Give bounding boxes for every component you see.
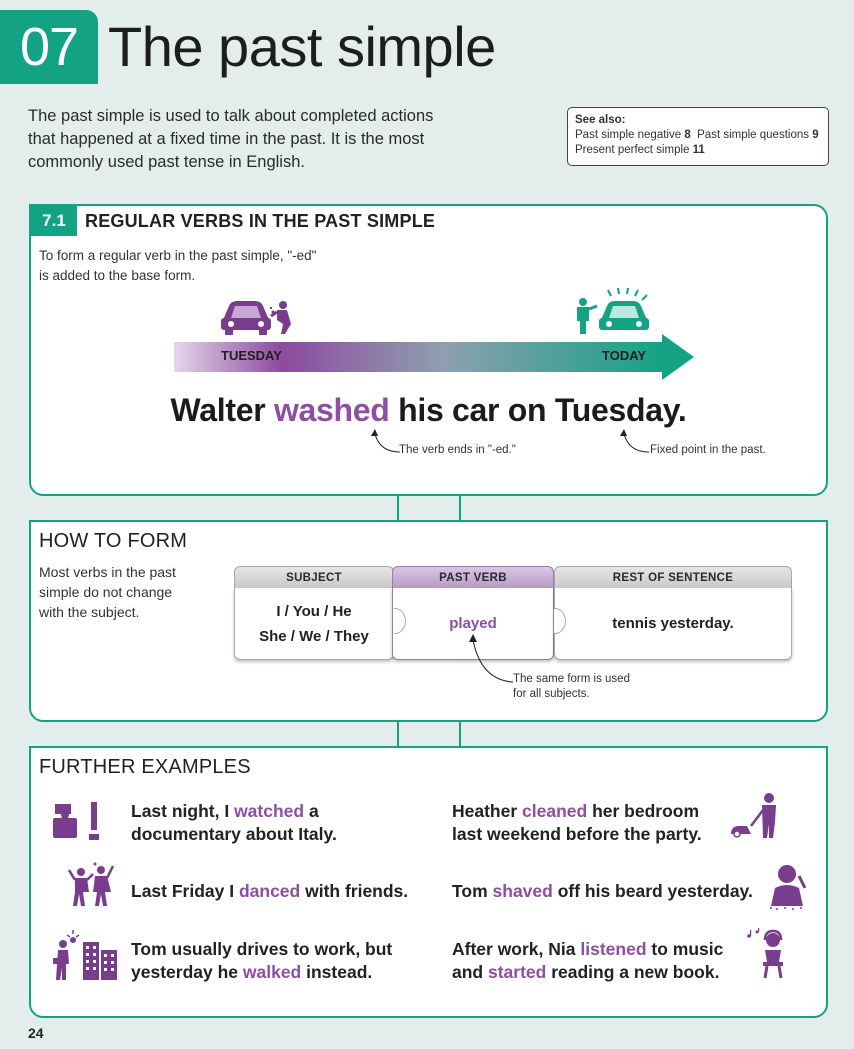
tv-watching-icon (51, 798, 103, 842)
sentence-part: Walter (170, 392, 274, 428)
timeline-arrowhead (662, 334, 694, 380)
dancing-icon (67, 862, 119, 910)
section-heading: HOW TO FORM (39, 530, 188, 552)
subject-cell (234, 588, 394, 660)
column-header-rest: REST OF SENTENCE (554, 566, 792, 588)
annotation-verb-ending: The verb ends in "-ed." (399, 444, 516, 456)
example-cleaned (452, 800, 702, 846)
see-also-box (567, 107, 829, 166)
section-how-to-form (29, 520, 828, 722)
column-header-subject: SUBJECT (234, 566, 394, 588)
subject-line: She / We / They (259, 627, 369, 645)
example-verb: watched (234, 801, 305, 821)
chapter-number: 07 (0, 10, 98, 84)
example-text: and (452, 962, 488, 982)
example-verb: shaved (492, 881, 553, 901)
section-further-examples (29, 746, 828, 1018)
listening-music-icon (743, 928, 791, 980)
annotation-arrow-time (615, 428, 655, 458)
verb-cell: played (392, 588, 554, 660)
section-regular-verbs (29, 204, 828, 496)
rest-cell: tennis yesterday. (554, 588, 792, 660)
vacuum-cleaning-icon (729, 792, 789, 842)
panel-connector (29, 722, 828, 746)
annotation-same-form: The same form is used for all subjects. (513, 673, 630, 700)
section-heading: FURTHER EXAMPLES (39, 756, 251, 778)
intro-text: The past simple is used to talk about completed actions that happened at a fixed time in the past. It is the most commonly used past tense in English. (28, 107, 434, 171)
see-also-title: See also: (575, 114, 626, 126)
example-text: a (304, 801, 319, 821)
section-description: To form a regular verb in the past simple, "-ed" is added to the base form. (39, 248, 317, 283)
example-verb: cleaned (522, 801, 588, 821)
timeline-arrow (174, 334, 694, 380)
see-also-item[interactable]: Past simple questions (697, 129, 809, 141)
see-also-number: 9 (812, 129, 819, 141)
see-also-number: 11 (692, 144, 705, 156)
sentence-part: his car on Tuesday. (389, 392, 687, 428)
puzzle-piece-rest (554, 566, 792, 660)
sentence-verb: washed (273, 392, 390, 428)
example-text: instead. (301, 962, 373, 982)
example-verb: listened (580, 939, 647, 959)
example-text: documentary about Italy. (131, 824, 337, 844)
timeline-label-today: TODAY (602, 348, 647, 363)
example-text: with friends. (300, 881, 409, 901)
timeline-label-tuesday: TUESDAY (221, 348, 282, 363)
subject-line: I / You / He (276, 602, 352, 620)
example-text: Tom (452, 881, 493, 901)
example-text: yesterday he (131, 962, 243, 982)
car-washing-icon (219, 294, 299, 336)
section-header (31, 206, 435, 236)
example-text: to music (646, 939, 724, 959)
example-text: Tom usually drives to work, but (131, 939, 393, 959)
example-text: Heather (452, 801, 523, 821)
example-text: Last night, I (131, 801, 235, 821)
example-watched (131, 800, 337, 846)
section-title: REGULAR VERBS IN THE PAST SIMPLE (85, 210, 436, 231)
example-walked (131, 938, 392, 984)
example-text: reading a new book. (546, 962, 720, 982)
see-also-number: 8 (684, 129, 691, 141)
clean-car-icon (571, 288, 655, 336)
see-also-item[interactable]: Present perfect simple (575, 144, 690, 156)
example-verb: walked (242, 962, 302, 982)
walking-to-work-icon (49, 928, 121, 982)
page-number: 24 (28, 1025, 44, 1041)
see-also-item[interactable]: Past simple negative (575, 129, 682, 141)
section-description: Most verbs in the past simple do not change with the subject. (39, 564, 176, 620)
chapter-title: The past simple (108, 15, 496, 78)
example-text: After work, Nia (452, 939, 581, 959)
example-verb: danced (238, 881, 301, 901)
shaving-icon (765, 862, 811, 912)
annotation-arrow-subjects (461, 632, 521, 692)
column-header-verb: PAST VERB (392, 566, 554, 588)
example-text: last weekend before the party. (452, 824, 702, 844)
example-text: off his beard yesterday. (552, 881, 753, 901)
example-danced (131, 880, 408, 903)
puzzle-piece-subject (234, 566, 394, 660)
example-shaved (452, 880, 753, 903)
example-text: her bedroom (587, 801, 700, 821)
example-verb: started (487, 962, 547, 982)
section-number: 7.1 (31, 206, 77, 236)
panel-connector (29, 496, 828, 520)
example-sentence (31, 392, 826, 429)
annotation-fixed-point: Fixed point in the past. (650, 444, 766, 456)
example-listened (452, 938, 723, 984)
example-text: Last Friday I (131, 881, 239, 901)
